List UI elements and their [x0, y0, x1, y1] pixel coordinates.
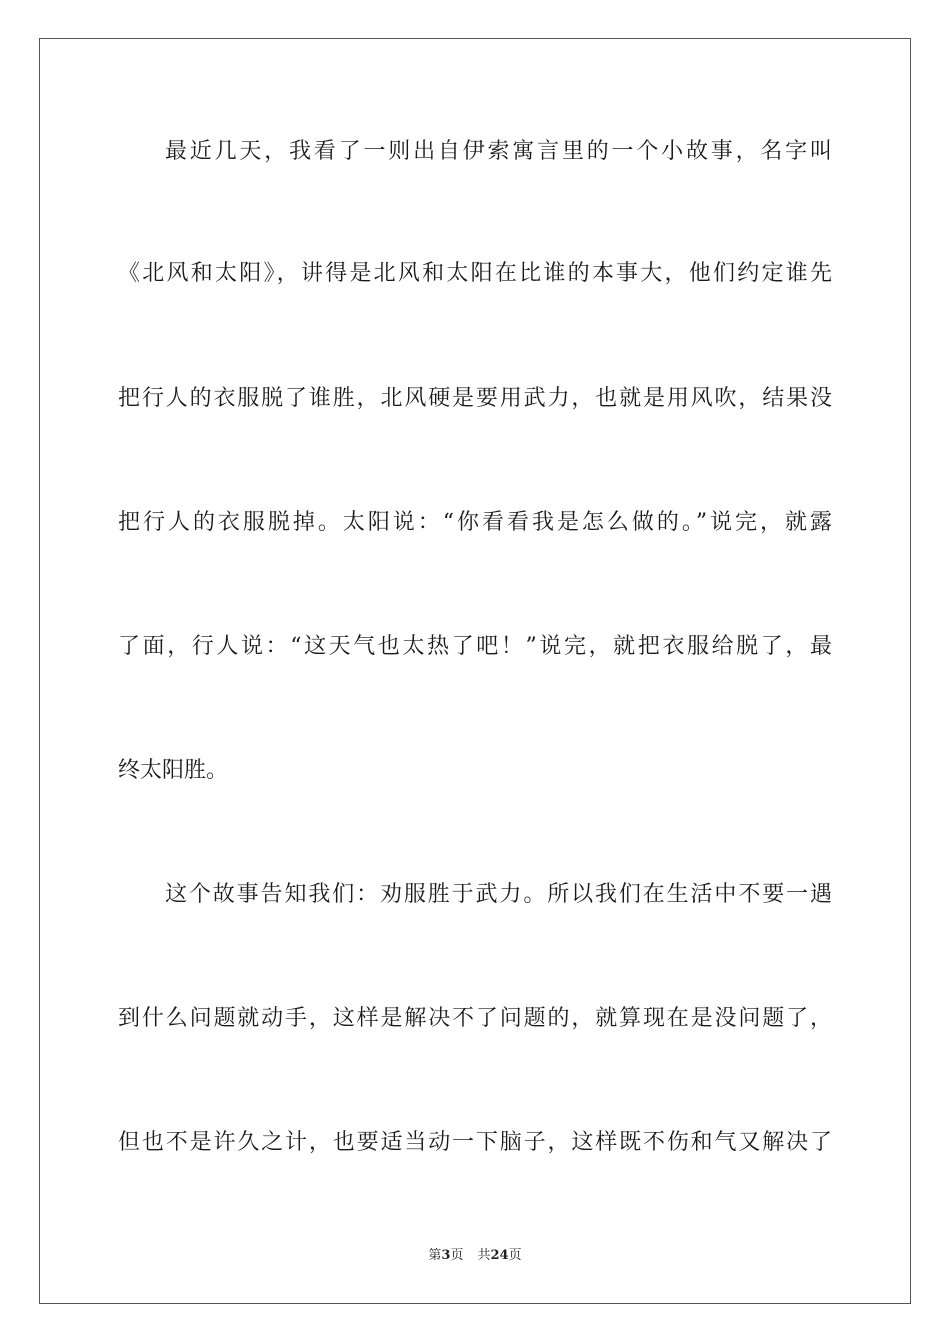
paragraph-2-line-3: 但也不是许久之计，也要适当动一下脑子，这样既不伤和气又解决了 — [118, 1130, 832, 1155]
page-footer — [0, 1247, 950, 1265]
paragraph-2-line-1: 这个故事告知我们：劝服胜于武力。所以我们在生活中不要一遇 — [165, 882, 832, 907]
page-border — [39, 38, 911, 1304]
paragraph-1-line-4: 把行人的衣服脱掉。太阳说：“你看看我是怎么做的。”说完，就露 — [118, 510, 832, 535]
paragraph-2-line-2: 到什么问题就动手，这样是解决不了问题的，就算现在是没问题了， — [118, 1006, 832, 1031]
footer-page-number: 3 — [441, 1248, 451, 1263]
paragraph-1-line-6: 终太阳胜。 — [118, 758, 229, 783]
footer-total-pages: 24 — [490, 1248, 509, 1263]
paragraph-1-line-5: 了面，行人说：“这天气也太热了吧！”说完，就把衣服给脱了，最 — [118, 634, 832, 659]
footer-total-suffix: 页 — [508, 1248, 522, 1263]
footer-page-prefix: 第 — [428, 1248, 442, 1263]
paragraph-1-line-3: 把行人的衣服脱了谁胜，北风硬是要用武力，也就是用风吹，结果没 — [118, 386, 832, 411]
footer-page-suffix: 页 — [450, 1248, 464, 1263]
paragraph-1-line-2: 《北风和太阳》，讲得是北风和太阳在比谁的本事大，他们约定谁先 — [118, 261, 832, 286]
paragraph-1-line-1: 最近几天，我看了一则出自伊索寓言里的一个小故事，名字叫 — [165, 139, 832, 164]
footer-total-prefix: 共 — [477, 1248, 491, 1263]
